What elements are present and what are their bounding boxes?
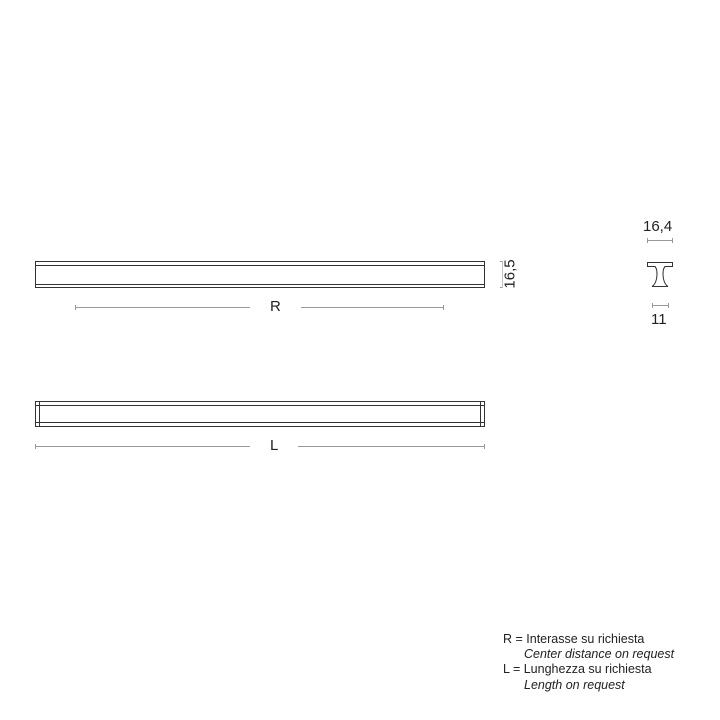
foot-top-width-label: 16,4 xyxy=(640,219,675,235)
l-label: L xyxy=(250,438,298,454)
handle-top-view xyxy=(36,262,485,288)
foot-bottom-width-label: 11 xyxy=(648,312,670,328)
foot-profile-shape xyxy=(648,263,673,287)
handle-side-view xyxy=(36,402,485,427)
legend-r-line-en: Center distance on request xyxy=(524,647,675,662)
legend xyxy=(503,632,674,693)
r-label: R xyxy=(250,299,301,315)
foot-profile xyxy=(648,238,673,308)
legend-l-line-en: Length on request xyxy=(524,677,625,692)
legend-l-line: L = Lunghezza su richiesta xyxy=(503,662,652,677)
height-label: 16,5 xyxy=(501,259,519,289)
legend-r-line: R = Interasse su richiesta xyxy=(503,632,645,646)
